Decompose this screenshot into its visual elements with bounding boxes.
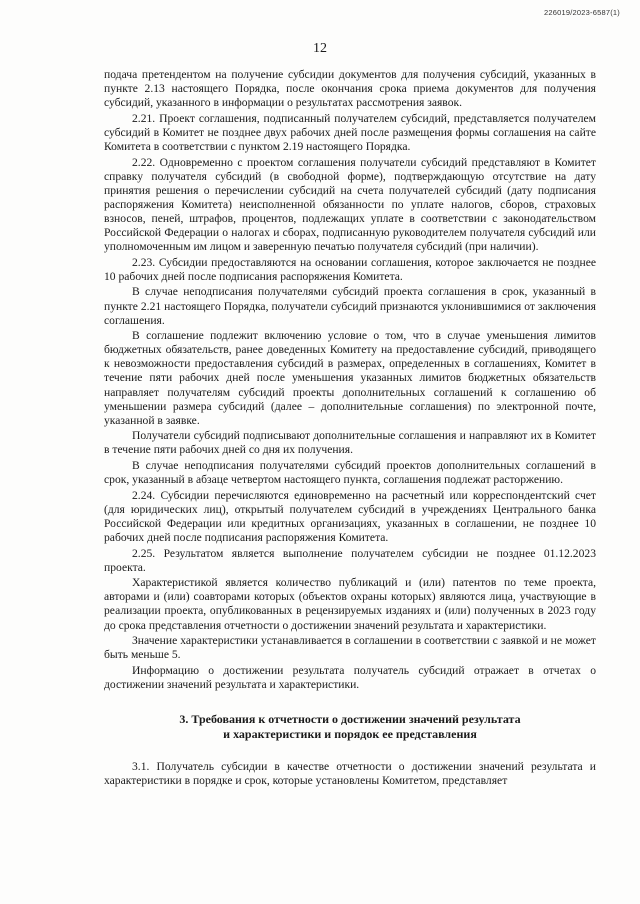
- section-heading-line: и характеристики и порядок ее представления: [223, 727, 477, 742]
- paragraph: 2.23. Субсидии предоставляются на основании соглашения, которое заключается не позднее 10 рабочих дней после подписания распоряжения Комитета.: [104, 255, 596, 283]
- paragraph: Информацию о достижении результата получатель субсидий отражает в отчетах о достижении значений результата и характеристики.: [104, 663, 596, 691]
- section-heading: [104, 712, 596, 742]
- paragraph: В случае неподписания получателями субсидий проектов дополнительных соглашений в срок, указанный в абзаце четвертом настоящего пункта, соглашения подлежат расторжению.: [104, 459, 596, 487]
- paragraph: 2.24. Субсидии перечисляются единовременно на расчетный или корреспондентский счет (для юридических лиц), открытый получателем субсидий в учреждениях Центрального банка Российской Федерации или кредитных организациях, указанных в соглашении, не позднее 10 рабочих дней после подписания распоряжения Комитета.: [104, 488, 596, 544]
- document-body: [104, 68, 596, 790]
- paragraph: В соглашение подлежит включению условие о том, что в случае уменьшения лимитов бюджетных обязательств, ранее доведенных Комитету на предоставление субсидий, приводящего к невозможности предоставления субсидий в размерах, определенных в соглашениях, Комитет в течение пяти рабочих дней после уменьшения указанных лимитов бюджетных обязательств направляет получателям субсидий проекты дополнительных соглашений к соглашению об уменьшении размера субсидий (далее – дополнительные соглашения) по электронной почте, указанной в заявке.: [104, 329, 596, 427]
- paragraph: 2.21. Проект соглашения, подписанный получателем субсидий, представляется получателем субсидий в Комитет не позднее двух рабочих дней после размещения формы соглашения на сайте Комитета в соответствии с пунктом 2.19 настоящего Порядка.: [104, 111, 596, 153]
- paragraph: 2.25. Результатом является выполнение получателем субсидии не позднее 01.12.2023 проекта.: [104, 546, 596, 574]
- paragraph: Получатели субсидий подписывают дополнительные соглашения и направляют их в Комитет в течение пяти рабочих дней со дня их получения.: [104, 429, 596, 457]
- paragraph: Значение характеристики устанавливается в соглашении в соответствии с заявкой и не может быть меньше 5.: [104, 634, 596, 662]
- paragraph: 3.1. Получатель субсидии в качестве отчетности о достижении значений результата и характеристики в порядке и срок, которые установлены Комитетом, представляет: [104, 760, 596, 788]
- paragraph: В случае неподписания получателями субсидий проекта соглашения в срок, указанный в пункте 2.21 настоящего Порядка, получатели субсидий признаются уклонившимися от заключения соглашения.: [104, 285, 596, 327]
- paragraph: 2.22. Одновременно с проектом соглашения получатели субсидий представляют в Комитет справку получателя субсидий (в свободной форме), подтверждающую отсутствие на дату принятия решения о перечислении субсидий на счета получателей субсидий (дату подписания распоряжения Комитета) неисполненной обязанности по уплате налогов, сборов, страховых взносов, пеней, штрафов, процентов, подлежащих уплате в соответствии с законодательством Российской Федерации о налогах и сборах, подписанную руководителем получателя субсидий или уполномоченным им лицом и заверенную печатью получателя субсидий (при наличии).: [104, 155, 596, 254]
- paragraph: Характеристикой является количество публикаций и (или) патентов по теме проекта, авторами и (или) соавторами которых (объектов охраны которых) являются лица, участвующие в реализации проекта, опубликованных в рецензируемых изданиях и (или) полученных в 2023 году до срока представления отчетности о достижении значений результата и характеристики.: [104, 576, 596, 632]
- paragraph: подача претендентом на получение субсидии документов для получения субсидий, указанных в пункте 2.13 настоящего Порядка, после окончания срока приема документов для получения субсидий, указанного в информации о результатах рассмотрения заявок.: [104, 68, 596, 110]
- section-heading-line: 3. Требования к отчетности о достижении значений результата: [179, 712, 521, 727]
- page-number: 12: [313, 41, 327, 56]
- document-id: 226019/2023-6587(1): [544, 8, 620, 17]
